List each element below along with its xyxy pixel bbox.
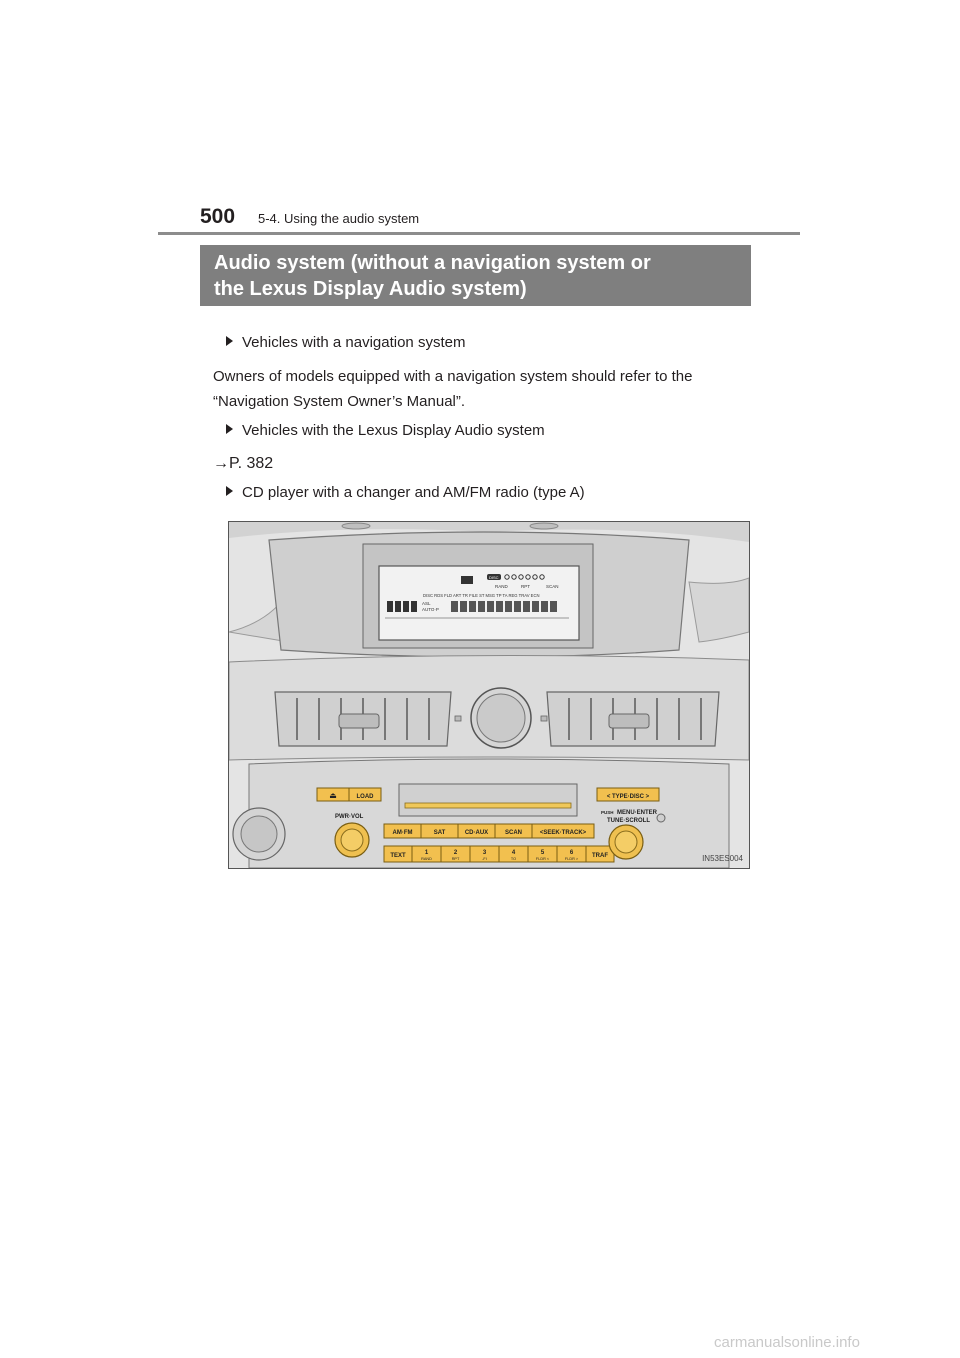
seek-track-label: <SEEK·TRACK> [539, 830, 587, 836]
scan-label: SCAN [504, 830, 523, 836]
am-fm-button[interactable] [384, 824, 421, 838]
heading-line-2: the Lexus Display Audio system) [214, 278, 527, 300]
preset-6-sub: FLDR > [564, 857, 579, 861]
traf-label: TRAF [592, 853, 608, 859]
figure-code: IN53ES004 [702, 854, 743, 863]
preset-5-number: 5 [540, 850, 545, 856]
left-dial-knob[interactable] [233, 808, 285, 860]
bullet-lexus-display-audio-text: Vehicles with the Lexus Display Audio system [242, 422, 545, 439]
sat-label: SAT [433, 830, 446, 836]
load-button[interactable] [349, 788, 381, 801]
preset-5-sub: FLDR < [535, 857, 550, 861]
preset-4-sub: TO [510, 857, 517, 861]
bullet-cd-player-text: CD player with a changer and AM/FM radio (type A) [242, 484, 585, 501]
display-rand: RAND [495, 584, 508, 589]
text-label: TEXT [390, 853, 406, 859]
load-label: LOAD [356, 794, 374, 800]
navigation-paragraph-line-2: “Navigation System Owner’s Manual”. [213, 393, 466, 410]
watermark-logo: carmanualsonline.info [714, 1334, 860, 1351]
preset-button-2[interactable] [441, 846, 470, 862]
disc-indicator-icon [461, 576, 473, 584]
sat-button[interactable] [421, 824, 458, 838]
cd-slot[interactable] [399, 784, 577, 816]
left-air-vent [275, 692, 451, 746]
preset-4-number: 4 [511, 850, 516, 856]
section-title: 5-4. Using the audio system [258, 211, 420, 226]
preset-button-1[interactable] [412, 846, 441, 862]
bullet-navigation-text: Vehicles with a navigation system [242, 334, 466, 351]
preset-2-number: 2 [453, 850, 458, 856]
menu-enter-label: MENU·ENTER [617, 810, 657, 816]
preset-button-3[interactable] [470, 846, 499, 862]
preset-2-sub: RPT [451, 857, 460, 861]
tune-scroll-knob[interactable] [609, 825, 643, 859]
seek-track-button[interactable] [532, 824, 594, 838]
triangle-bullet-icon [226, 336, 233, 346]
display-scan: SCAN [546, 584, 559, 589]
type-disc-label: < TYPE·DISC > [606, 794, 650, 800]
right-air-vent [547, 692, 719, 746]
heading-line-1: Audio system (without a navigation system or [214, 252, 651, 274]
display-rpt: RPT [521, 584, 530, 589]
push-label: PUSH [601, 810, 614, 815]
display-disc-label: DISC [489, 575, 499, 580]
bullet-lexus-display-audio [226, 422, 545, 439]
page-reference-link[interactable]: →P. 382 [213, 455, 274, 472]
preset-3-sub: -FI [482, 857, 487, 861]
section-heading [200, 245, 751, 306]
header-divider [158, 232, 800, 235]
preset-button-5[interactable] [528, 846, 557, 862]
preset-6-number: 6 [569, 850, 574, 856]
navigation-paragraph [213, 364, 763, 414]
preset-button-4[interactable] [499, 846, 528, 862]
pwr-vol-knob[interactable] [335, 823, 369, 857]
lcd-display [379, 566, 579, 640]
cd-aux-button[interactable] [458, 824, 495, 838]
type-disc-button[interactable] [597, 788, 659, 801]
analog-clock [471, 688, 531, 748]
scan-button[interactable] [495, 824, 532, 838]
navigation-paragraph-line-1: Owners of models equipped with a navigation system should refer to the [213, 368, 693, 385]
display-asl: ASL [422, 601, 431, 606]
eject-icon: ⏏ [329, 791, 337, 800]
triangle-bullet-icon [226, 486, 233, 496]
preset-button-6[interactable] [557, 846, 586, 862]
am-fm-label: AM·FM [392, 830, 413, 836]
display-indicator-row: DISC RDS FLD ART TR FILE ST MSG TP TA REG TRAV ECN [423, 593, 540, 598]
pwr-vol-label: PWR·VOL [335, 814, 364, 820]
tune-scroll-label: TUNE·SCROLL [607, 818, 650, 824]
cd-aux-label: CD·AUX [464, 830, 489, 836]
preset-1-number: 1 [424, 850, 429, 856]
audio-panel-illustration [228, 521, 750, 869]
preset-1-sub: RAND [421, 857, 432, 861]
bullet-navigation [226, 334, 465, 351]
preset-3-number: 3 [482, 850, 487, 856]
page-number: 500 [200, 205, 236, 228]
triangle-bullet-icon [226, 424, 233, 434]
text-button[interactable] [384, 846, 412, 862]
display-auto-p: AUTO·P [422, 607, 439, 612]
eject-button[interactable] [317, 788, 349, 801]
bullet-cd-player [226, 484, 585, 501]
